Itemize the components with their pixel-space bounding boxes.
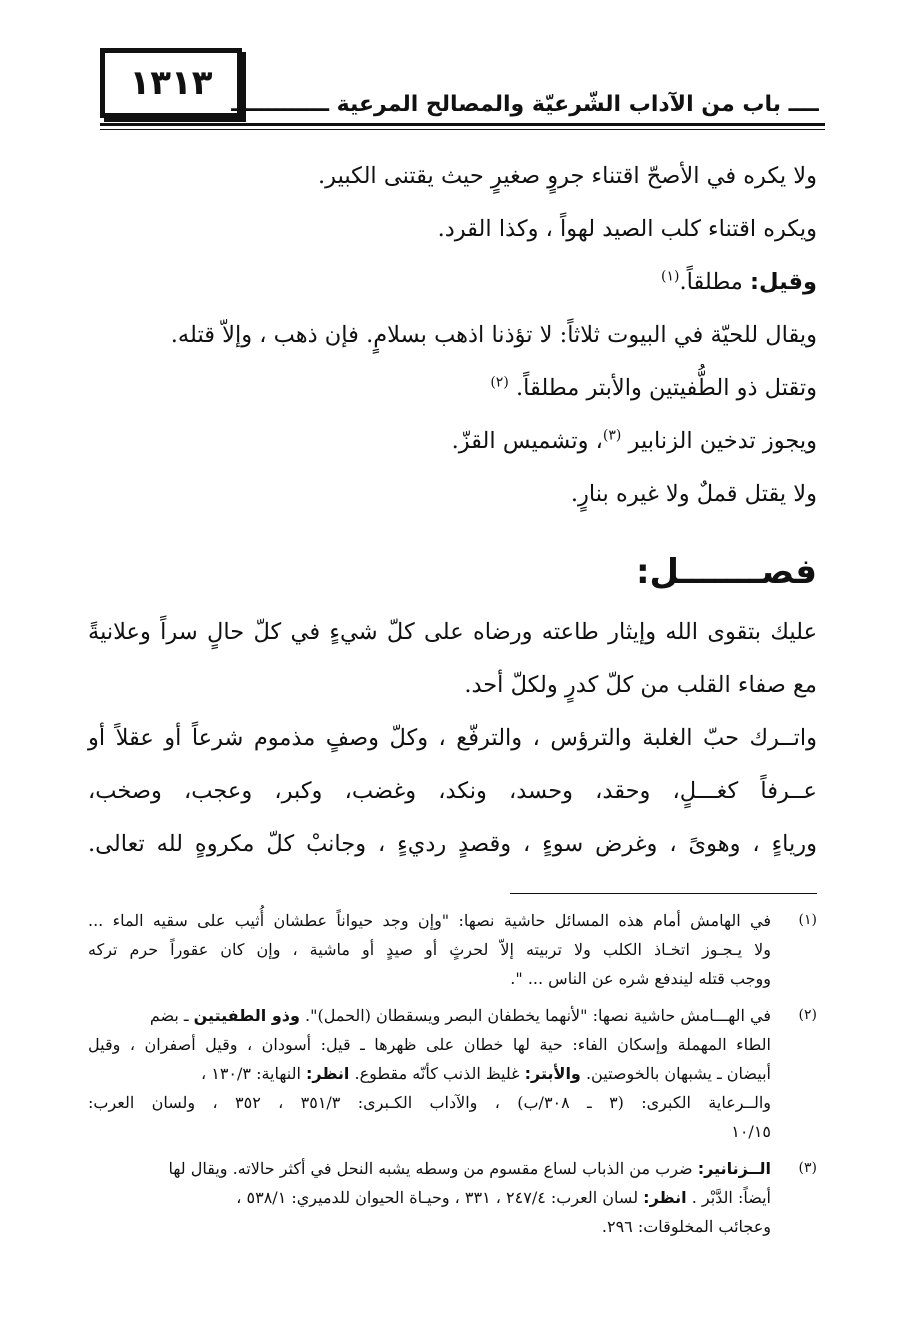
- body-line: ويكره اقتناء كلب الصيد لهواً ، وكذا القرد.: [437, 216, 817, 242]
- body-text-run: وتقتل ذو الطُّفيتين والأبتر مطلقاً.: [515, 375, 817, 401]
- footnote-text: لسان العرب: ٢٤٧/٤ ، ٣٣١ ، وحيـاة الحيوان للدميري: ٥٣٨/١ ،: [236, 1188, 639, 1207]
- page-number: ١٣١٣: [129, 63, 213, 103]
- footnote-line: [88, 1059, 771, 1088]
- body-line: [90, 415, 817, 468]
- footnote-line: وعجائب المخلوقات: ٢٩٦.: [601, 1217, 771, 1236]
- footnote-keyword: وذو الطفيتين: [193, 1006, 300, 1025]
- body-text-run: ويجوز تدخين الزنابير: [628, 428, 817, 454]
- body-line: ويقال للحيّة في البيوت ثلاثاً: لا تؤذنا اذهب بسلامٍ. فإن ذهب ، وإلاّ قتله.: [170, 322, 817, 348]
- footnote-text: ضرب من الذباب لساع مقسوم من وسطه يشبه النحل في أكثر حالاته. ويقال لها: [168, 1159, 693, 1178]
- footnote-line: [88, 1154, 771, 1183]
- footnote-keyword: والأبتر:: [524, 1064, 581, 1083]
- footnote-line: الطاء المهملة وإسكان الفاء: حية لها خطان على ظهرها ـ قيل: أسودان ، وقيل أصفران ، وقيل: [88, 1035, 771, 1054]
- footnote-separator: [510, 893, 817, 894]
- footnote-ref: (٢): [490, 374, 509, 391]
- footnote-keyword: انظر:: [305, 1064, 350, 1083]
- section-line: ورياءٍ ، وهوىً ، وغرض سوءٍ ، وقصدٍ رديءٍ ، وجانبْ كلّ مكروهٍ لله تعالى.: [88, 831, 817, 857]
- page-number-box: [100, 48, 242, 118]
- footnote-line: ولا يـجـوز اتخـاذ الكلب ولا تربيته إلاّ لحرثٍ أو صيدٍ أو ماشية ، وإن كان عقوراً حرم تركه: [88, 940, 771, 959]
- body-line: [90, 362, 817, 415]
- body-line: ولا يكره في الأصحّ اقتناء جروٍ صغيرٍ حيث يقتنى الكبير.: [318, 163, 817, 189]
- footnote-text: في الهـــامش حاشية نصها: "لأنهما يخطفان البصر ويسقطان (الحمل)".: [305, 1006, 771, 1025]
- footnote-text: غليظ الذنب كأنّه مقطوع.: [354, 1064, 520, 1083]
- footnotes: [88, 906, 817, 1249]
- running-head: ــــ باب من الآداب الشّرعيّة والمصالح المرعية ـــــــــــــ: [231, 92, 819, 117]
- footnote-1: [88, 906, 817, 993]
- section-line: واتــرك حبّ الغلبة والترؤس ، والترفّع ، وكلّ وصفٍ مذموم شرعاً أو عقلاً أو: [88, 725, 817, 751]
- footnote-2: [88, 1001, 817, 1146]
- footnote-text: النهاية: ١٣٠/٣ ،: [200, 1064, 301, 1083]
- footnote-3: [88, 1154, 817, 1241]
- bold-keyword: وقيل:: [750, 269, 817, 295]
- footnote-number: (٣): [798, 1160, 817, 1176]
- footnote-number: (٢): [798, 1007, 817, 1023]
- footnote-ref: (١): [661, 268, 680, 285]
- footnote-line: [88, 1183, 771, 1212]
- header-rule: [100, 123, 825, 126]
- section-line: عــرفاً كغـــلٍ، وحقد، وحسد، ونكد، وغضب، وكبر، وعجب، وصخب،: [88, 778, 817, 804]
- footnote-ref: (٣): [602, 427, 622, 444]
- body-line: [90, 256, 817, 309]
- footnote-line: [88, 1001, 771, 1030]
- section-line: مع صفاء القلب من كلّ كدرٍ ولكلّ أحد.: [464, 672, 817, 698]
- body-text-run: مطلقاً.: [679, 269, 743, 295]
- footnote-keyword: انظر:: [643, 1188, 687, 1207]
- footnote-line: ١٠/١٥: [731, 1122, 771, 1141]
- footnote-line: ووجب قتله ليندفع شره عن الناس ... ".: [510, 969, 771, 988]
- body-text-run: ، وتشميس القزّ.: [451, 428, 603, 454]
- footnote-number: (١): [798, 912, 817, 928]
- footnote-text: أبيضان ـ يشبهان بالخوصتين.: [585, 1064, 771, 1083]
- section-body: [88, 606, 817, 871]
- section-line: عليك بتقوى الله وإيثار طاعته ورضاه على كلّ شيءٍ في كلّ حالٍ سراً وعلانيةً: [88, 619, 817, 645]
- footnote-text: أيضاً: الدَّبْر .: [691, 1188, 771, 1207]
- body-text: [90, 150, 817, 521]
- footnote-keyword: الــزنانير:: [697, 1159, 771, 1178]
- footnote-text: ـ بضم: [149, 1006, 189, 1025]
- section-heading: فصـــــــل:: [635, 552, 817, 592]
- body-line: ولا يقتل قملٌ ولا غيره بنارٍ.: [570, 481, 817, 507]
- header-rule-thin: [100, 129, 825, 130]
- footnote-line: والــرعاية الكبرى: (٣ ـ ٣٠٨/ب) ، والآداب الكـبرى: ٣٥١/٣ ، ٣٥٢ ، ولسان العرب:: [88, 1093, 772, 1112]
- footnote-line: في الهامش أمام هذه المسائل حاشية نصها: "وإن وجد حيواناً عطشان أُثيب على سقيه الماء ...: [88, 911, 771, 930]
